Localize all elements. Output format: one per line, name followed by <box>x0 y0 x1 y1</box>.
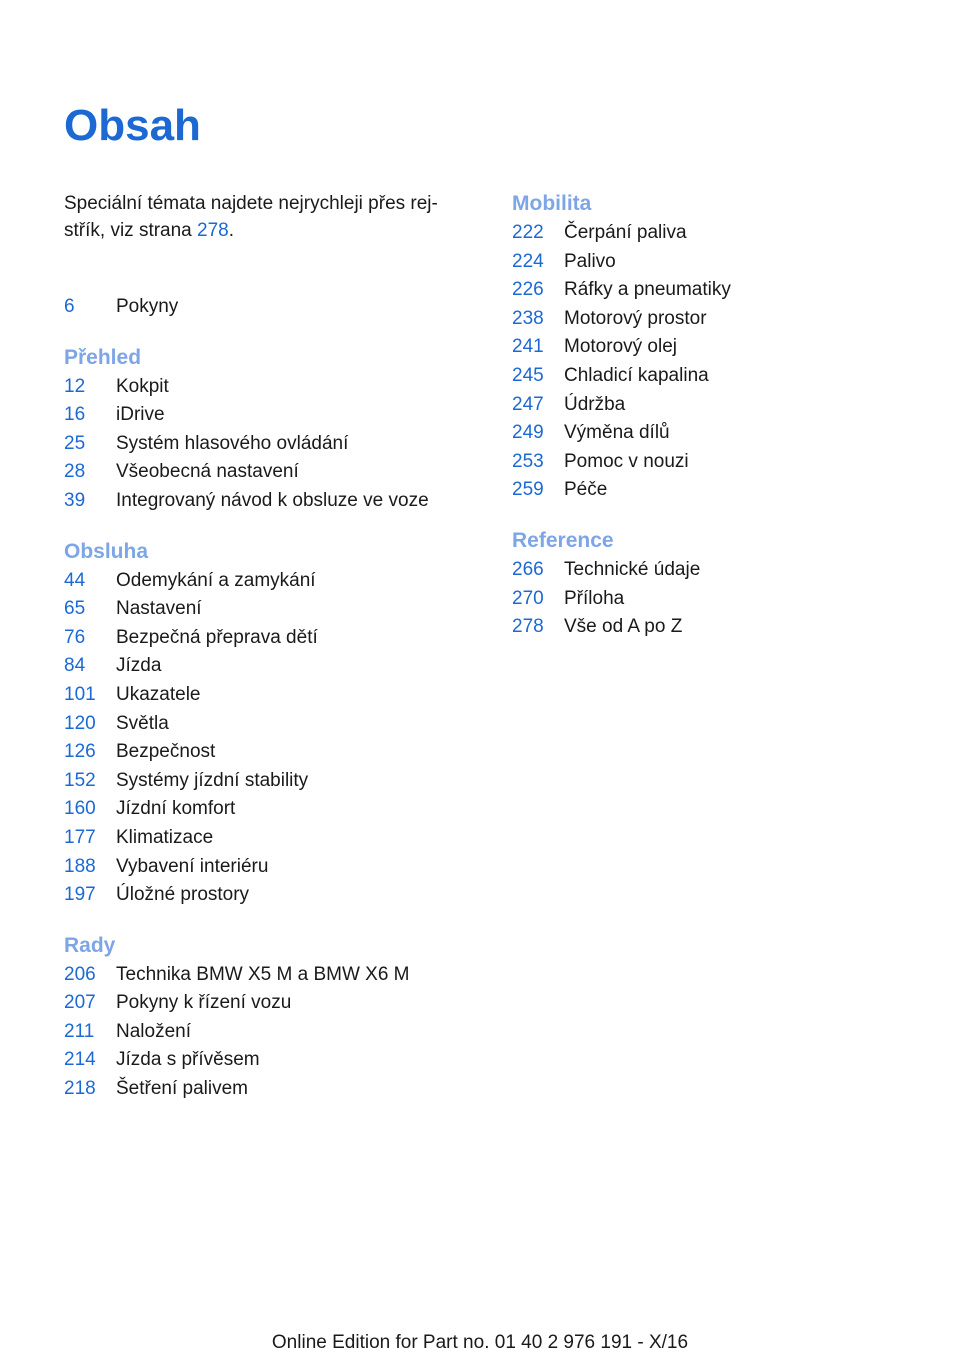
toc-list <box>64 961 484 1104</box>
toc-entry-label: Nastavení <box>116 598 202 620</box>
toc-entry[interactable] <box>512 276 932 305</box>
toc-entry[interactable] <box>64 624 484 653</box>
toc-entry[interactable] <box>64 767 484 796</box>
toc-entry-label: Ráfky a pneumatiky <box>564 279 731 301</box>
toc-page-number[interactable]: 177 <box>64 826 96 848</box>
section-heading: Mobilita <box>512 192 592 215</box>
toc-entry[interactable] <box>64 595 484 624</box>
toc-page-number[interactable]: 207 <box>64 992 96 1014</box>
toc-entry[interactable] <box>64 961 484 990</box>
toc-entry-label: Klimatizace <box>116 826 214 848</box>
toc-entry[interactable] <box>512 585 932 614</box>
toc-page-number[interactable]: 224 <box>512 250 544 272</box>
toc-section-mobilita <box>512 189 932 505</box>
toc-entry[interactable] <box>64 989 484 1018</box>
section-heading: Obsluha <box>64 539 149 563</box>
toc-entry-label: Čerpání paliva <box>564 222 687 243</box>
toc-page-number[interactable]: 65 <box>64 598 86 620</box>
toc-entry[interactable] <box>64 567 484 596</box>
toc-entry[interactable] <box>64 652 484 681</box>
toc-entry-label: Systémy jízdní stability <box>116 769 309 791</box>
toc-page-number[interactable]: 160 <box>64 798 96 820</box>
toc-entry-label: Jízda <box>116 655 162 677</box>
toc-page-number[interactable]: 84 <box>64 655 86 677</box>
toc-entry[interactable] <box>512 333 932 362</box>
intro-index-link[interactable]: 278 <box>197 220 229 241</box>
toc-entry[interactable] <box>64 795 484 824</box>
page-title: Obsah <box>64 101 201 150</box>
toc-entry-label: Úložné prostory <box>116 884 250 906</box>
toc-section <box>64 293 484 322</box>
toc-page-number[interactable]: 120 <box>64 712 96 734</box>
toc-entry-label: Pokyny <box>116 296 179 317</box>
toc-entry[interactable] <box>512 305 932 334</box>
toc-page-number[interactable]: 241 <box>512 336 544 358</box>
toc-page-number[interactable]: 238 <box>512 307 544 329</box>
toc-page-number[interactable]: 278 <box>512 616 544 638</box>
toc-entry-label: Pomoc v nouzi <box>564 450 689 472</box>
toc-entry[interactable] <box>512 476 932 505</box>
toc-entry-label: Bezpečná přeprava dětí <box>116 626 318 648</box>
toc-entry-label: Údržba <box>564 393 626 415</box>
toc-entry[interactable] <box>512 419 932 448</box>
toc-page-number[interactable]: 16 <box>64 404 86 426</box>
toc-entry[interactable] <box>64 430 484 459</box>
toc-page-number[interactable]: 222 <box>512 222 544 243</box>
toc-section-obsluha <box>64 537 484 910</box>
toc-page-number[interactable]: 211 <box>64 1020 95 1042</box>
toc-section-rady <box>64 931 484 1104</box>
toc-entry-label: Jízdní komfort <box>116 798 236 820</box>
toc-entry-label: Světla <box>116 712 169 734</box>
toc-page-number[interactable]: 249 <box>512 422 544 444</box>
toc-entry-label: Příloha <box>564 587 625 609</box>
toc-entry-label: Odemykání a zamykání <box>116 569 316 591</box>
toc-entry[interactable] <box>512 556 932 585</box>
toc-entry[interactable] <box>64 824 484 853</box>
toc-page-number[interactable]: 266 <box>512 558 544 580</box>
toc-page-number[interactable]: 247 <box>512 393 544 415</box>
toc-page-number[interactable]: 39 <box>64 489 86 511</box>
toc-entry[interactable] <box>512 448 932 477</box>
toc-entry[interactable] <box>64 881 484 910</box>
toc-entry-label: Technické údaje <box>564 558 701 580</box>
toc-entry[interactable] <box>64 458 484 487</box>
toc-page-number[interactable]: 206 <box>64 963 96 985</box>
toc-entry-label: Vybavení interiéru <box>116 855 269 877</box>
page-footer: Online Edition for Part no. 01 40 2 976 191 - X/16 <box>271 1332 689 1353</box>
toc-section-prehled <box>64 343 484 516</box>
toc-entry[interactable] <box>64 1018 484 1047</box>
toc-entry[interactable] <box>512 219 932 248</box>
section-heading: Přehled <box>64 345 142 369</box>
toc-page-number[interactable]: 12 <box>64 375 86 397</box>
toc-entry-label: Všeobecná nastavení <box>116 461 299 483</box>
toc-list <box>64 293 484 322</box>
toc-entry-label: iDrive <box>116 404 165 426</box>
toc-entry-label: Integrovaný návod k obsluze ve voze <box>116 489 429 511</box>
toc-entry[interactable] <box>512 613 932 642</box>
intro-sentence: Speciální témata najdete nejrychleji přes rej‐ střík, viz strana <box>64 193 438 241</box>
toc-left-column <box>64 293 484 1104</box>
toc-entry[interactable] <box>64 1046 484 1075</box>
toc-page-number[interactable]: 188 <box>64 855 96 877</box>
toc-page-number[interactable]: 253 <box>512 450 544 472</box>
toc-entry[interactable] <box>64 853 484 882</box>
toc-entry-label: Bezpečnost <box>116 741 216 763</box>
toc-entry-label: Technika BMW X5 M a BMW X6 M <box>116 963 410 985</box>
toc-page-number[interactable]: 44 <box>64 569 86 591</box>
toc-page-number[interactable]: 6 <box>64 296 75 317</box>
toc-entry-label: Naložení <box>116 1020 191 1042</box>
toc-entry[interactable] <box>64 710 484 739</box>
section-heading: Reference <box>512 528 614 552</box>
toc-entry-label: Pokyny k řízení vozu <box>116 992 292 1014</box>
toc-entry[interactable] <box>64 1075 484 1104</box>
toc-page-number[interactable]: 101 <box>64 683 96 705</box>
toc-entry-label: Systém hlasového ovládání <box>116 432 349 454</box>
toc-entry-label: Kokpit <box>116 375 169 397</box>
toc-page-number[interactable]: 28 <box>64 461 86 483</box>
toc-entry-label: Motorový olej <box>564 336 677 358</box>
toc-entry-label: Péče <box>564 479 608 501</box>
toc-page-number[interactable]: 259 <box>512 479 544 501</box>
toc-list <box>64 373 484 516</box>
toc-section-reference <box>512 526 932 642</box>
toc-page-number[interactable]: 218 <box>64 1078 96 1100</box>
toc-right-column <box>512 189 932 642</box>
toc-page-number[interactable]: 126 <box>64 741 96 763</box>
toc-entry[interactable] <box>64 738 484 767</box>
toc-page-number[interactable]: 270 <box>512 587 544 609</box>
toc-page-number[interactable]: 76 <box>64 626 86 648</box>
toc-entry-label: Motorový prostor <box>564 307 707 329</box>
toc-page-number[interactable]: 245 <box>512 364 544 386</box>
toc-entry-label: Ukazatele <box>116 683 201 705</box>
toc-entry-label: Jízda s přívěsem <box>116 1049 260 1071</box>
toc-entry-label: Výměna dílů <box>564 422 670 444</box>
intro-text <box>64 190 464 244</box>
toc-entry[interactable] <box>64 373 484 402</box>
toc-entry[interactable] <box>512 391 932 420</box>
toc-list <box>512 556 932 642</box>
toc-entry[interactable] <box>64 487 484 516</box>
toc-entry-label: Palivo <box>564 250 616 272</box>
toc-entry-label: Chladicí kapalina <box>564 364 709 386</box>
toc-page-number[interactable]: 25 <box>64 432 86 454</box>
toc-page-number[interactable]: 152 <box>64 769 96 791</box>
section-heading: Rady <box>64 933 116 957</box>
toc-entry-label: Vše od A po Z <box>564 616 683 638</box>
toc-entry[interactable] <box>64 401 484 430</box>
toc-entry[interactable] <box>512 362 932 391</box>
toc-page-number[interactable]: 214 <box>64 1049 96 1071</box>
toc-entry[interactable] <box>512 248 932 277</box>
toc-entry-label: Šetření palivem <box>116 1078 249 1100</box>
toc-list <box>64 567 484 910</box>
toc-entry[interactable] <box>64 681 484 710</box>
toc-page-number[interactable]: 226 <box>512 279 544 301</box>
toc-page-number[interactable]: 197 <box>64 884 96 906</box>
toc-list <box>512 219 932 505</box>
intro-period: . <box>228 220 235 241</box>
toc-entry[interactable] <box>64 293 484 322</box>
